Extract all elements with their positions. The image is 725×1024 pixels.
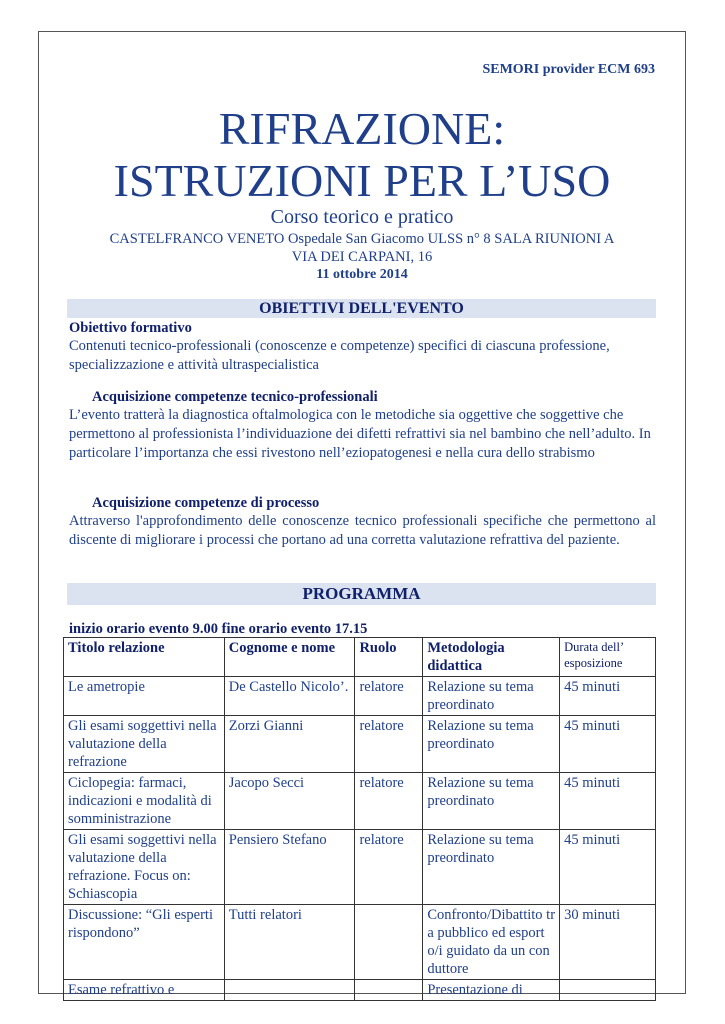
- program-table: [63, 637, 656, 1001]
- cell-method: Relazione su tema preordinato: [423, 716, 560, 773]
- process-text: Attraverso l'approfondimento delle conoscenze tecnico professionali specifiche che permettono al discente di migliorare i processi che portano ad una corretta valutazione refrattiva del paziente.: [69, 513, 656, 548]
- table-row: [64, 773, 656, 830]
- cell-method: Presentazione di: [423, 980, 560, 1001]
- section-program: PROGRAMMA: [67, 583, 656, 605]
- cell-role: relatore: [355, 716, 423, 773]
- formative-title: Obiettivo formativo: [69, 320, 192, 336]
- header-method: Metodologia didattica: [423, 638, 560, 677]
- header-duration: Durata dell’ esposizione: [560, 638, 656, 677]
- cell-duration: [560, 980, 656, 1001]
- event-date: 11 ottobre 2014: [316, 267, 408, 282]
- cell-method: Confronto/Dibattito tra pubblico ed esporto/i guidato da un conduttore: [423, 905, 560, 980]
- table-row: [64, 677, 656, 716]
- program-time-line: inizio orario evento 9.00 fine orario evento 17.15: [69, 621, 368, 637]
- technical-title: Acquisizione competenze tecnico-professionali: [92, 389, 378, 405]
- cell-duration: 30 minuti: [560, 905, 656, 980]
- cell-name: Zorzi Gianni: [224, 716, 355, 773]
- cell-title: Discussione: “Gli esperti rispondono”: [64, 905, 225, 980]
- cell-role: relatore: [355, 677, 423, 716]
- title-line-2: ISTRUZIONI PER L’USO: [113, 155, 611, 206]
- process-title: Acquisizione competenze di processo: [92, 495, 320, 511]
- table-row: [64, 980, 656, 1001]
- table-row: [64, 905, 656, 980]
- cell-role: relatore: [355, 830, 423, 905]
- title-line-1: RIFRAZIONE:: [218, 103, 506, 154]
- header-name: Cognome e nome: [224, 638, 355, 677]
- cell-title: Le ametropie: [64, 677, 225, 716]
- subtitle: Corso teorico e pratico: [270, 206, 454, 228]
- header-title: Titolo relazione: [64, 638, 225, 677]
- header-role: Ruolo: [355, 638, 423, 677]
- cell-duration: 45 minuti: [560, 677, 656, 716]
- cell-duration: 45 minuti: [560, 830, 656, 905]
- cell-name: Tutti relatori: [224, 905, 355, 980]
- cell-duration: 45 minuti: [560, 716, 656, 773]
- table-row: [64, 716, 656, 773]
- table-header-row: [64, 638, 656, 677]
- formative-text: Contenuti tecnico-professionali (conoscenze e competenze) specifici di ciascuna professione, specializzazione e attività ultraspecialistica: [69, 338, 610, 373]
- location-line-1: CASTELFRANCO VENETO Ospedale San Giacomo ULSS n° 8 SALA RIUNIONI A: [109, 231, 615, 247]
- cell-name: [224, 980, 355, 1001]
- technical-text: L’evento tratterà la diagnostica oftalmologica con le metodiche sia oggettive che soggettive che permettono al professionista l’individuazione dei difetti refrattivi sia nel bambino che nell’adulto. In particolare l’importanza che essi rivestono nell’eziopatogenesi e nella cura dello strabismo: [69, 407, 651, 461]
- cell-name: Pensiero Stefano: [224, 830, 355, 905]
- provider-label: SEMORI provider ECM 693: [482, 62, 655, 77]
- cell-title: Esame refrattivo e: [64, 980, 225, 1001]
- cell-role: [355, 980, 423, 1001]
- cell-duration: 45 minuti: [560, 773, 656, 830]
- cell-method: Relazione su tema preordinato: [423, 773, 560, 830]
- cell-name: De Castello Nicolo’.: [224, 677, 355, 716]
- table-row: [64, 830, 656, 905]
- cell-title: Gli esami soggettivi nella valutazione della refrazione: [64, 716, 225, 773]
- cell-role: relatore: [355, 773, 423, 830]
- location-line-2: VIA DEI CARPANI, 16: [291, 249, 433, 265]
- cell-role: [355, 905, 423, 980]
- cell-method: Relazione su tema preordinato: [423, 677, 560, 716]
- cell-name: Jacopo Secci: [224, 773, 355, 830]
- section-objectives: OBIETTIVI DELL'EVENTO: [67, 299, 656, 318]
- cell-title: Gli esami soggettivi nella valutazione della refrazione. Focus on: Schiascopia: [64, 830, 225, 905]
- cell-title: Ciclopegia: farmaci, indicazioni e modalità di somministrazione: [64, 773, 225, 830]
- cell-method: Relazione su tema preordinato: [423, 830, 560, 905]
